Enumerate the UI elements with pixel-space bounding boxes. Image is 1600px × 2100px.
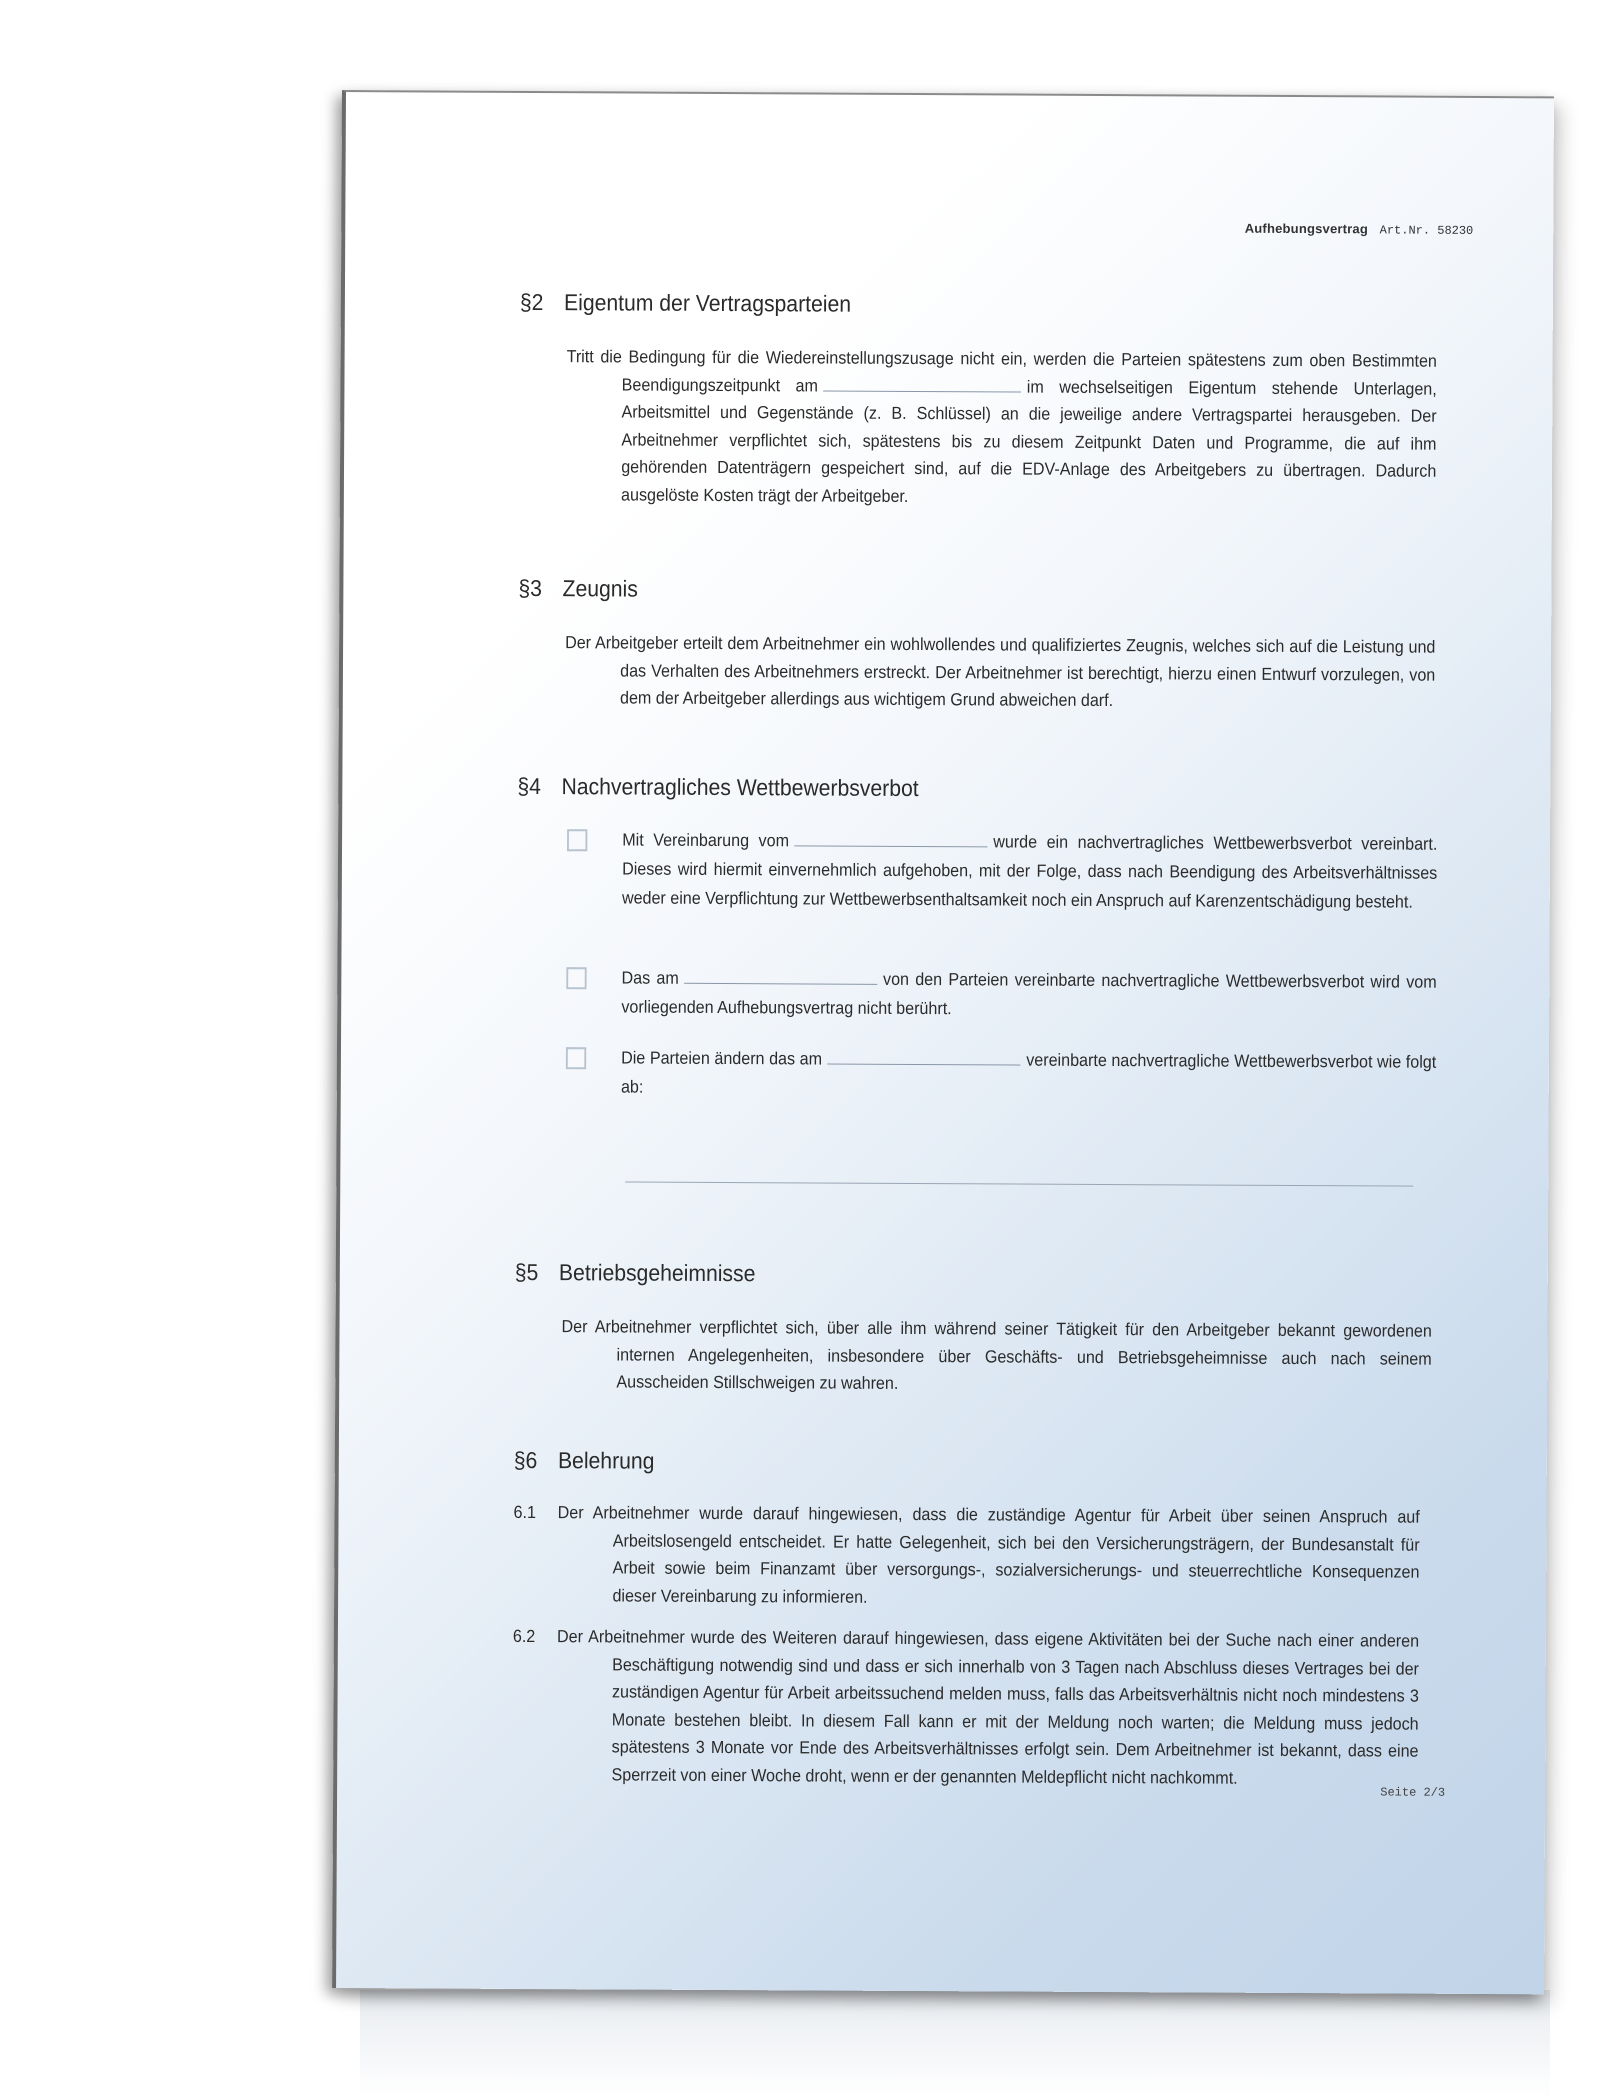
option-1 [567, 825, 1438, 917]
section-2-text-part1: Tritt die Bedingung für die Wiedereinstellungszusage nicht ein, werden die Parteien spätestens zum oben Bestimmten Beendigungszeitpunkt am [566, 346, 1437, 395]
section-5-heading [515, 1259, 756, 1287]
amendment-line[interactable] [625, 1181, 1413, 1186]
section-title: Betriebsgeheimnisse [558, 1259, 756, 1287]
paragraph-number: 6.1 [513, 1501, 536, 1523]
option-3 [566, 1043, 1437, 1106]
section-6-heading [514, 1447, 655, 1475]
option-3-text-part2: vereinbarte nachvertragliche Wettbewerbsverbot wie folgt ab: [620, 1049, 1437, 1097]
section-3-heading [518, 575, 638, 603]
section-number: §2 [519, 288, 544, 316]
option-2-text-part1: Das am [621, 967, 679, 988]
section-title: Nachvertragliches Wettbewerbsverbot [561, 773, 919, 802]
section-number: §5 [514, 1258, 539, 1286]
date-field[interactable] [823, 376, 1021, 392]
document-title: Aufhebungsvertrag [1244, 220, 1369, 237]
document-header [1245, 221, 1474, 238]
page-number: Seite 2/3 [1380, 1785, 1446, 1800]
paragraph-text: Der Arbeitnehmer wurde darauf hingewiesen, dass die zuständige Agentur für Arbeit über seinen Anspruch auf Arbeitslosengeld entscheidet. Er hatte Gelegenheit, sich bei den Versicherungsträgern, der Bundesanstalt für Arbeit sowie beim Finanzamt über versorgungs-, sozialversicherungs- und steuerrechtliche Konsequenzen dieser Vereinbarung zu informieren. [557, 1502, 1420, 1607]
document-page [332, 90, 1554, 1994]
date-field[interactable] [828, 1050, 1021, 1066]
date-field[interactable] [795, 831, 988, 847]
paragraph-6-2 [512, 1623, 1419, 1793]
section-number: §3 [518, 574, 543, 602]
option-1-text-part2: wurde ein nachvertragliches Wettbewerbsverbot vereinbart. Dieses wird hiermit einvernehmlich aufgehoben, mit der Folge, dass nach Beendigung des Arbeitsverhältnisses weder eine Verpflichtung zur Wettbewerbsenthaltsamkeit noch ein Anspruch auf Karenzentschädigung besteht. [621, 831, 1438, 912]
option-1-text-part1: Mit Vereinbarung vom [622, 829, 790, 851]
section-title: Zeugnis [562, 575, 638, 602]
section-3-text: Der Arbeitgeber erteilt dem Arbeitnehmer ein wohlwollendes und qualifiziertes Zeugnis, welches sich auf die Leistung und das Verhalten des Arbeitnehmers erstreckt. Der Arbeitnehmer ist berechtigt, hierzu einen Entwurf vorzulegen, von dem der Arbeitgeber allerdings aus wichtigem Grund abweichen darf. [565, 632, 1436, 711]
section-number: §4 [517, 772, 541, 800]
date-field[interactable] [684, 969, 877, 985]
paper-reflection [360, 1990, 1550, 2100]
article-number: Art.Nr. 58230 [1379, 223, 1474, 238]
section-title: Eigentum der Vertragsparteien [563, 289, 852, 317]
option-1-checkbox[interactable] [567, 829, 587, 851]
section-2-text [566, 343, 1437, 513]
paragraph-text: Der Arbeitnehmer wurde des Weiteren darauf hingewiesen, dass eigene Aktivitäten bei der Suche nach einer anderen Beschäftigung notwendig sind und dass er sich innerhalb von 3 Tagen nach Abschluss dieses Vertrages bei der zuständigen Agentur für Arbeit arbeitssuchend melden muss, falls das Arbeitsverhältnis nicht noch mindestens 3 Monate bestehen bleibt. In diesem Fall kann er mit der Meldung noch warten; die Meldung muss jedoch spätestens 3 Monate vor Ende des Arbeitsverhältnisses erfolgt sein. Dem Arbeitnehmer ist bekannt, dass eine Sperrzeit von einer Woche droht, wenn er der genannten Meldepflicht nicht nachkommt. [557, 1626, 1420, 1788]
option-3-text-part1: Die Parteien ändern das am [621, 1047, 823, 1069]
paragraph-number: 6.2 [512, 1625, 536, 1647]
option-2-checkbox[interactable] [566, 967, 586, 989]
section-2-heading [520, 289, 851, 318]
option-2 [566, 963, 1437, 1026]
section-2-text-part2: im wechselseitigen Eigentum stehende Unterlagen, Arbeitsmittel und Gegenstände (z. B. Schlüssel) an die jeweilige andere Vertragspartei herausgeben. Der Arbeitnehmer verpflichtet sich, spätestens bis zu diesem Zeitpunkt Daten und Programme, die auf ihm gehörenden Datenträgern gespeichert sind, auf die EDV-Anlage des Arbeitgebers zu übertragen. Dadurch ausgelöste Kosten trägt der Arbeitgeber. [621, 376, 1437, 506]
section-title: Belehrung [557, 1447, 655, 1474]
option-3-checkbox[interactable] [566, 1047, 586, 1069]
section-number: §6 [513, 1446, 538, 1474]
option-2-text-part2: von den Parteien vereinbarte nachvertragliche Wettbewerbsverbot wird vom vorliegenden Aufhebungsvertrag nicht berührt. [621, 968, 1437, 1019]
paragraph-6-1 [513, 1499, 1420, 1614]
section-5-text: Der Arbeitnehmer verpflichtet sich, über alle ihm während seiner Tätigkeit für den Arbeitgeber bekannt gewordenen internen Angelegenheiten, insbesondere über Geschäfts- und Betriebsgeheimnisse auch nach seinem Ausscheiden Stillschweigen zu wahren. [561, 1316, 1432, 1393]
section-4-heading [517, 773, 918, 802]
